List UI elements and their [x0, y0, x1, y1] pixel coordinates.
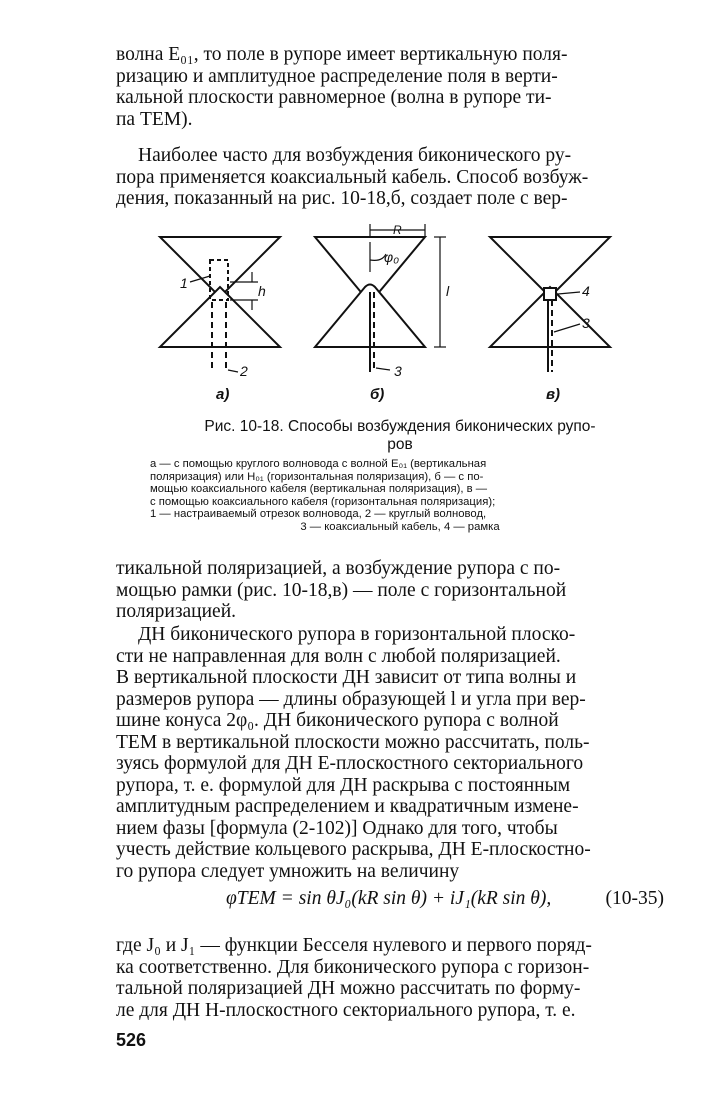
sublabel-a: а): [216, 386, 230, 403]
text-line: тикальной поляризацией, а возбуждение рупора с по-: [116, 558, 561, 579]
paragraph-2: [116, 145, 664, 210]
equation-expression: φTEM = sin θJ₀(kR sin θ) + iJ₁(kR sin θ),: [226, 888, 552, 909]
text-line: ка соответственно. Для биконического рупора с горизон-: [116, 956, 590, 978]
text-line: дения, показанный на рис. 10-18,б, создает поле с вер-: [116, 188, 568, 209]
callout-phi0: φ₀: [384, 249, 400, 265]
text-line: Наиболее часто для возбуждения биконического ру-: [138, 145, 572, 166]
text-line: го рупора следует умножить на величину: [116, 860, 460, 882]
figure-caption-legend: [150, 458, 650, 533]
caption-note-line: с помощью коаксиального кабеля (горизонтальная поляризация);: [150, 495, 496, 508]
caption-note-line: 1 — настраиваемый отрезок волновода, 2 — круглый волновод,: [150, 508, 487, 520]
text-line: рупора, т. е. формулой для ДН раскрыва с постоянным: [116, 774, 571, 796]
caption-note-line: а — с помощью круглого волновода с волной E₀₁ (вертикальная: [150, 458, 487, 470]
text-line: мощью рамки (рис. 10-18,в) — поле с горизонтальной: [116, 579, 567, 601]
callout-4: 4: [582, 283, 590, 299]
paragraph-5: [116, 935, 664, 1021]
text-line: па ТЕМ).: [116, 108, 193, 130]
paragraph-3: [116, 558, 664, 623]
callout-l: l: [446, 283, 450, 299]
sublabel-b: б): [370, 386, 385, 403]
callout-1: 1: [180, 275, 188, 291]
text-line: нием фазы [формула (2-102)] Однако для того, чтобы: [116, 817, 558, 839]
callout-3-c: 3: [582, 315, 590, 331]
text-line: сти не направленная для волн с любой поляризацией.: [116, 645, 561, 667]
text-line: кальной плоскости равномерное (волна в рупоре ти-: [116, 87, 552, 108]
paragraph-1: [116, 44, 664, 130]
text-line: ризацию и амплитудное распределение поля в верти-: [116, 65, 558, 87]
caption-note-line: 3 — коаксиальный кабель, 4 — рамка: [300, 520, 500, 533]
paragraph-4: [116, 624, 664, 882]
equation-number: (10-35): [605, 888, 664, 909]
text-line: ТЕМ в вертикальной плоскости можно рассчитать, поль-: [116, 731, 590, 753]
text-line: тальной поляризацией ДН можно рассчитать по форму-: [116, 978, 581, 999]
text-line: В вертикальной плоскости ДН зависит от типа волны и: [116, 667, 577, 688]
caption-title-line: Рис. 10-18. Способы возбуждения биконических рупо-: [204, 418, 596, 435]
callout-2: 2: [240, 363, 248, 379]
callout-3-b: 3: [394, 363, 402, 379]
caption-title-line: ров: [387, 436, 413, 453]
horn-a: [160, 237, 280, 372]
text-line: учесть действие кольцевого раскрыва, ДН E-плоскостно-: [116, 839, 591, 860]
figure-caption-title: [150, 418, 650, 454]
text-line: поляризацией.: [116, 601, 237, 622]
equation-10-35: [116, 888, 664, 914]
text-line: шине конуса 2φ₀. ДН биконического рупора с волной: [116, 710, 559, 731]
horn-b: [315, 224, 446, 372]
text-line: зуясь формулой для ДН E-плоскостного секториального: [116, 753, 584, 774]
page-number: 526: [116, 1030, 147, 1050]
text-line: ДН биконического рупора в горизонтальной плоско-: [138, 624, 576, 645]
text-line: ле для ДН H-плоскостного секториального рупора, т. е.: [116, 999, 576, 1021]
caption-note-line: поляризация) или H₀₁ (горизонтальная поляризация), б — с по-: [150, 470, 484, 483]
text-line: пора применяется коаксиальный кабель. Способ возбуж-: [116, 166, 589, 188]
callout-h: h: [258, 283, 266, 299]
text-line: амплитудным распределением и квадратичным измене-: [116, 796, 579, 817]
horn-c: [490, 237, 610, 372]
caption-note-line: мощью коаксиального кабеля (вертикальная поляризация), в —: [150, 483, 488, 495]
text-line: размеров рупора — длины образующей l и угла при вер-: [116, 688, 586, 710]
text-line: где J₀ и J₁ — функции Бесселя нулевого и первого поряд-: [116, 935, 592, 956]
callout-R: R: [393, 223, 402, 237]
text-line: волна E₀₁, то поле в рупоре имеет вертикальную поля-: [116, 44, 568, 65]
sublabel-c: в): [546, 386, 561, 403]
